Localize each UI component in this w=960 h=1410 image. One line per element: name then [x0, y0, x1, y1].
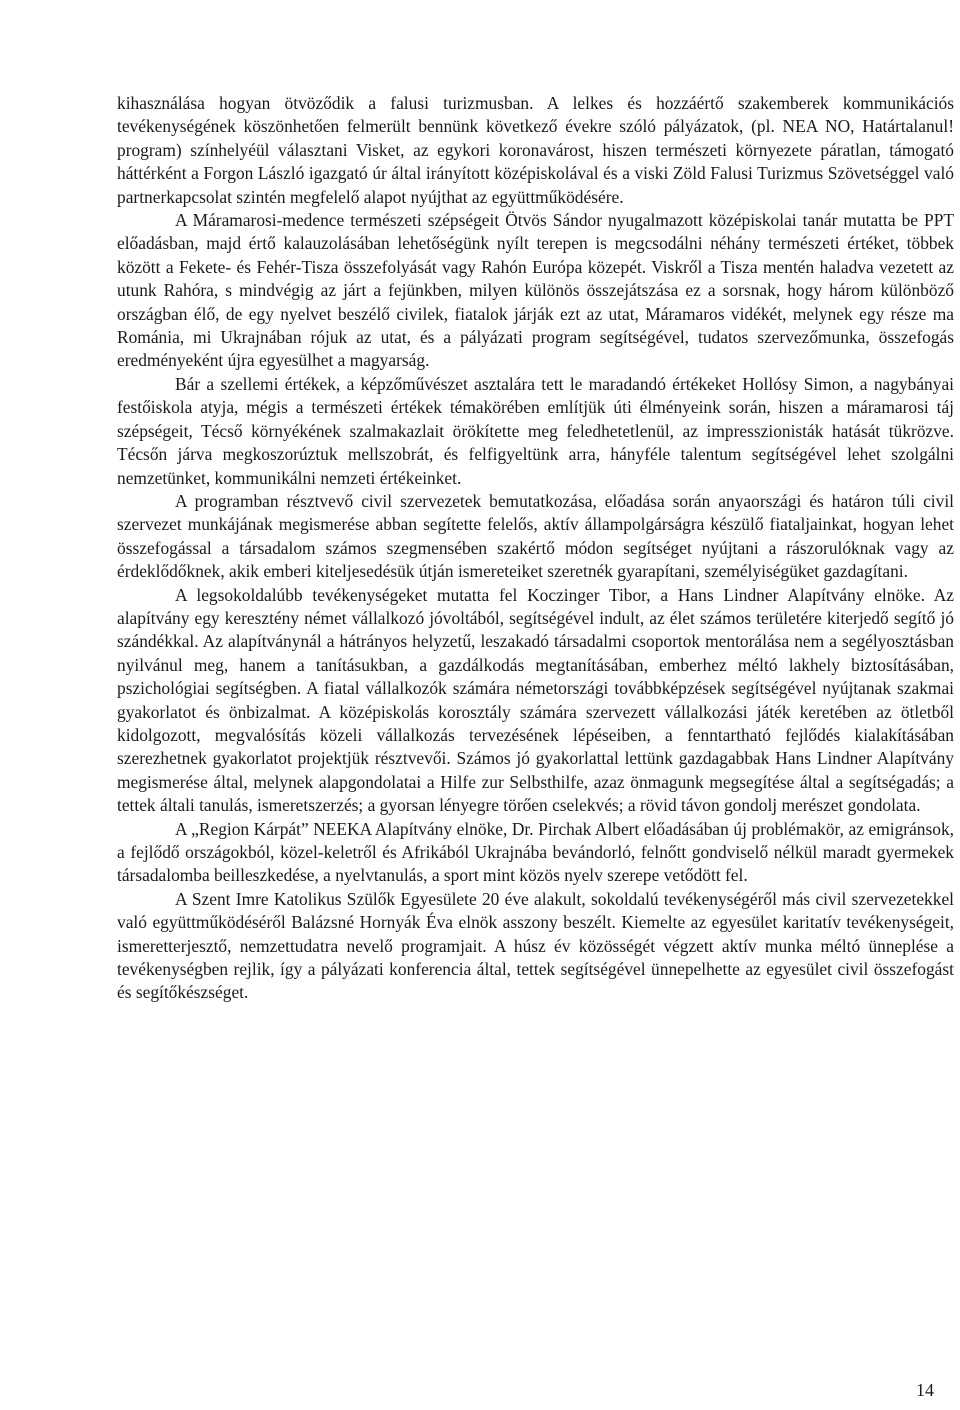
page-number: 14	[916, 1380, 934, 1400]
body-text	[117, 92, 954, 1005]
paragraph-hollosy: Bár a szellemi értékek, a képzőművészet asztalára tett le maradandó értékeket Hollósy Simon, a nagybányai festőiskola atyja, mégis a természeti értékek témakörében említjük úti élményeink során, hiszen a máramarosi táj szépségeit, Técső környékének szalmakazlait örökítette meg feledhetetlenül, az impresszionisták hatását tükrözve. Técsőn járva megkoszorúztuk mellszobrát, és felfigyeltünk arra, hányféle talentum segítségével lehet szolgálni nemzetünket, kommunikálni nemzeti értékeinket.	[117, 373, 954, 488]
paragraph-civil-organizations: A programban résztvevő civil szervezetek bemutatkozása, előadása során anyaországi és határon túli civil szervezet munkájának megismerése abban segítette felelős, aktív állampolgárságra készülő fiataljainkat, hogyan lehet összefogással a társadalom számos szegmensében szakértő módon segítséget nyújtani a rászorulóknak vagy az érdeklődőknek, akik emberi kiteljesedésük útján ismereteiket szeretnék gyarapítani, személyiségüket gazdagítani.	[117, 490, 954, 582]
paragraph-region-karpat: A „Region Kárpát” NEEKA Alapítvány elnöke, Dr. Pirchak Albert előadásában új problémakör, az emigránsok, a fejlődő országokból, közel-keletről és Afrikából Ukrajnába bevándorló, felnőtt gondviselő nélkül maradt gyermekek társadalomba beilleszkedése, a nyelvtanulás, a sport mint közös nyelv szerepe vetődött fel.	[117, 818, 954, 886]
paragraph-maramaros: A Máramarosi-medence természeti szépségeit Ötvös Sándor nyugalmazott középiskolai tanár mutatta be PPT előadásban, majd értő kalauzolásában lehetőségünk nyílt terepen is megcsodálni néhány természeti értéket, többek között a Fekete- és Fehér-Tisza összefolyását vagy Rahón Európa közepét. Viskről a Tisza mentén haladva vezetett az utunk Rahóra, s mindvégig az járt a fejünkben, milyen különös összejátszása ez a sorsnak, hogy három különböző országban élő, de egy nyelvet beszélő civilek, fiatalok járják ezt az utat, Máramaros vidékét, melynek egy része ma Románia, mi Ukrajnában rójuk az utat, és a pályázati program segítségével, tudatos szervezőmunka, összefogás eredményeként újra egyesülhet a magyarság.	[117, 210, 954, 371]
paragraph-continuation: kihasználása hogyan ötvöződik a falusi turizmusban. A lelkes és hozzáértő szakemberek kommunikációs tevékenységének köszönhetően felmerült bennünk következő évekre szóló pályázatok, (pl. NEA NO, Határtalanul! program) színhelyéül választani Visket, az egykori koronavárost, hiszen természeti környezete páratlan, támogató háttérként a Forgon László igazgató úr által irányított középiskolával és a viski Zöld Falusi Turizmus Szövetséggel való partnerkapcsolat szintén megfelelő alapot nyújthat az együttműködésére.	[117, 93, 954, 207]
paragraph-szent-imre: A Szent Imre Katolikus Szülők Egyesülete 20 éve alakult, sokoldalú tevékenységéről más civil szervezetekkel való együttműködéséről Balázsné Hornyák Éva elnök asszony beszélt. Kiemelte az egyesület karitatív tevékenységeit, ismeretterjesztő, nemzettudatra nevelő programjait. A húsz év közösségét végzett aktív munka méltó ünneplése a tevékenységben rejlik, így a pályázati konferencia által, tettek segítségével ünnepelhette az egyesület civil összefogást és segítőkészséget.	[117, 888, 954, 1003]
paragraph-hans-lindner: A legsokoldalúbb tevékenységeket mutatta fel Koczinger Tibor, a Hans Lindner Alapítvány elnöke. Az alapítvány egy keresztény német vállalkozó jóvoltából, segítségével indult, az élet számos területére kiterjedő segítő jó szándékkal. Az alapítványnál a hátrányos helyzetű, leszakadó társadalmi csoportok mentorálása nem a segélyosztásban nyilvánul meg, hanem a tanításukban, a gazdálkodás megtanításában, emberhez méltó lakhely biztosításában, pszichológiai segítségben. A fiatal vállalkozók számára németországi továbbképzések segítségével nyújtanak szakmai gyakorlatot és önbizalmat. A középiskolás korosztály számára szervezett vállalkozási játék keretében az ötletből kidolgozott, megvalósítás közeli vállalkozás tervezésének lépéseiben, a fenntartható fejlődés kialakításában szerezhetnek gyakorlatot projektjük résztvevői. Számos jó gyakorlattal lettünk gazdagabbak Hans Lindner Alapítvány megismerése által, melynek alapgondolatai a Hilfe zur Selbsthilfe, azaz önmagunk megsegítése által a segítségadás; a tettek általi tanulás, ismeretszerzés; a gyorsan lényegre törően cselekvés; a rövid távon gondolj merészet gondolata.	[117, 584, 954, 816]
